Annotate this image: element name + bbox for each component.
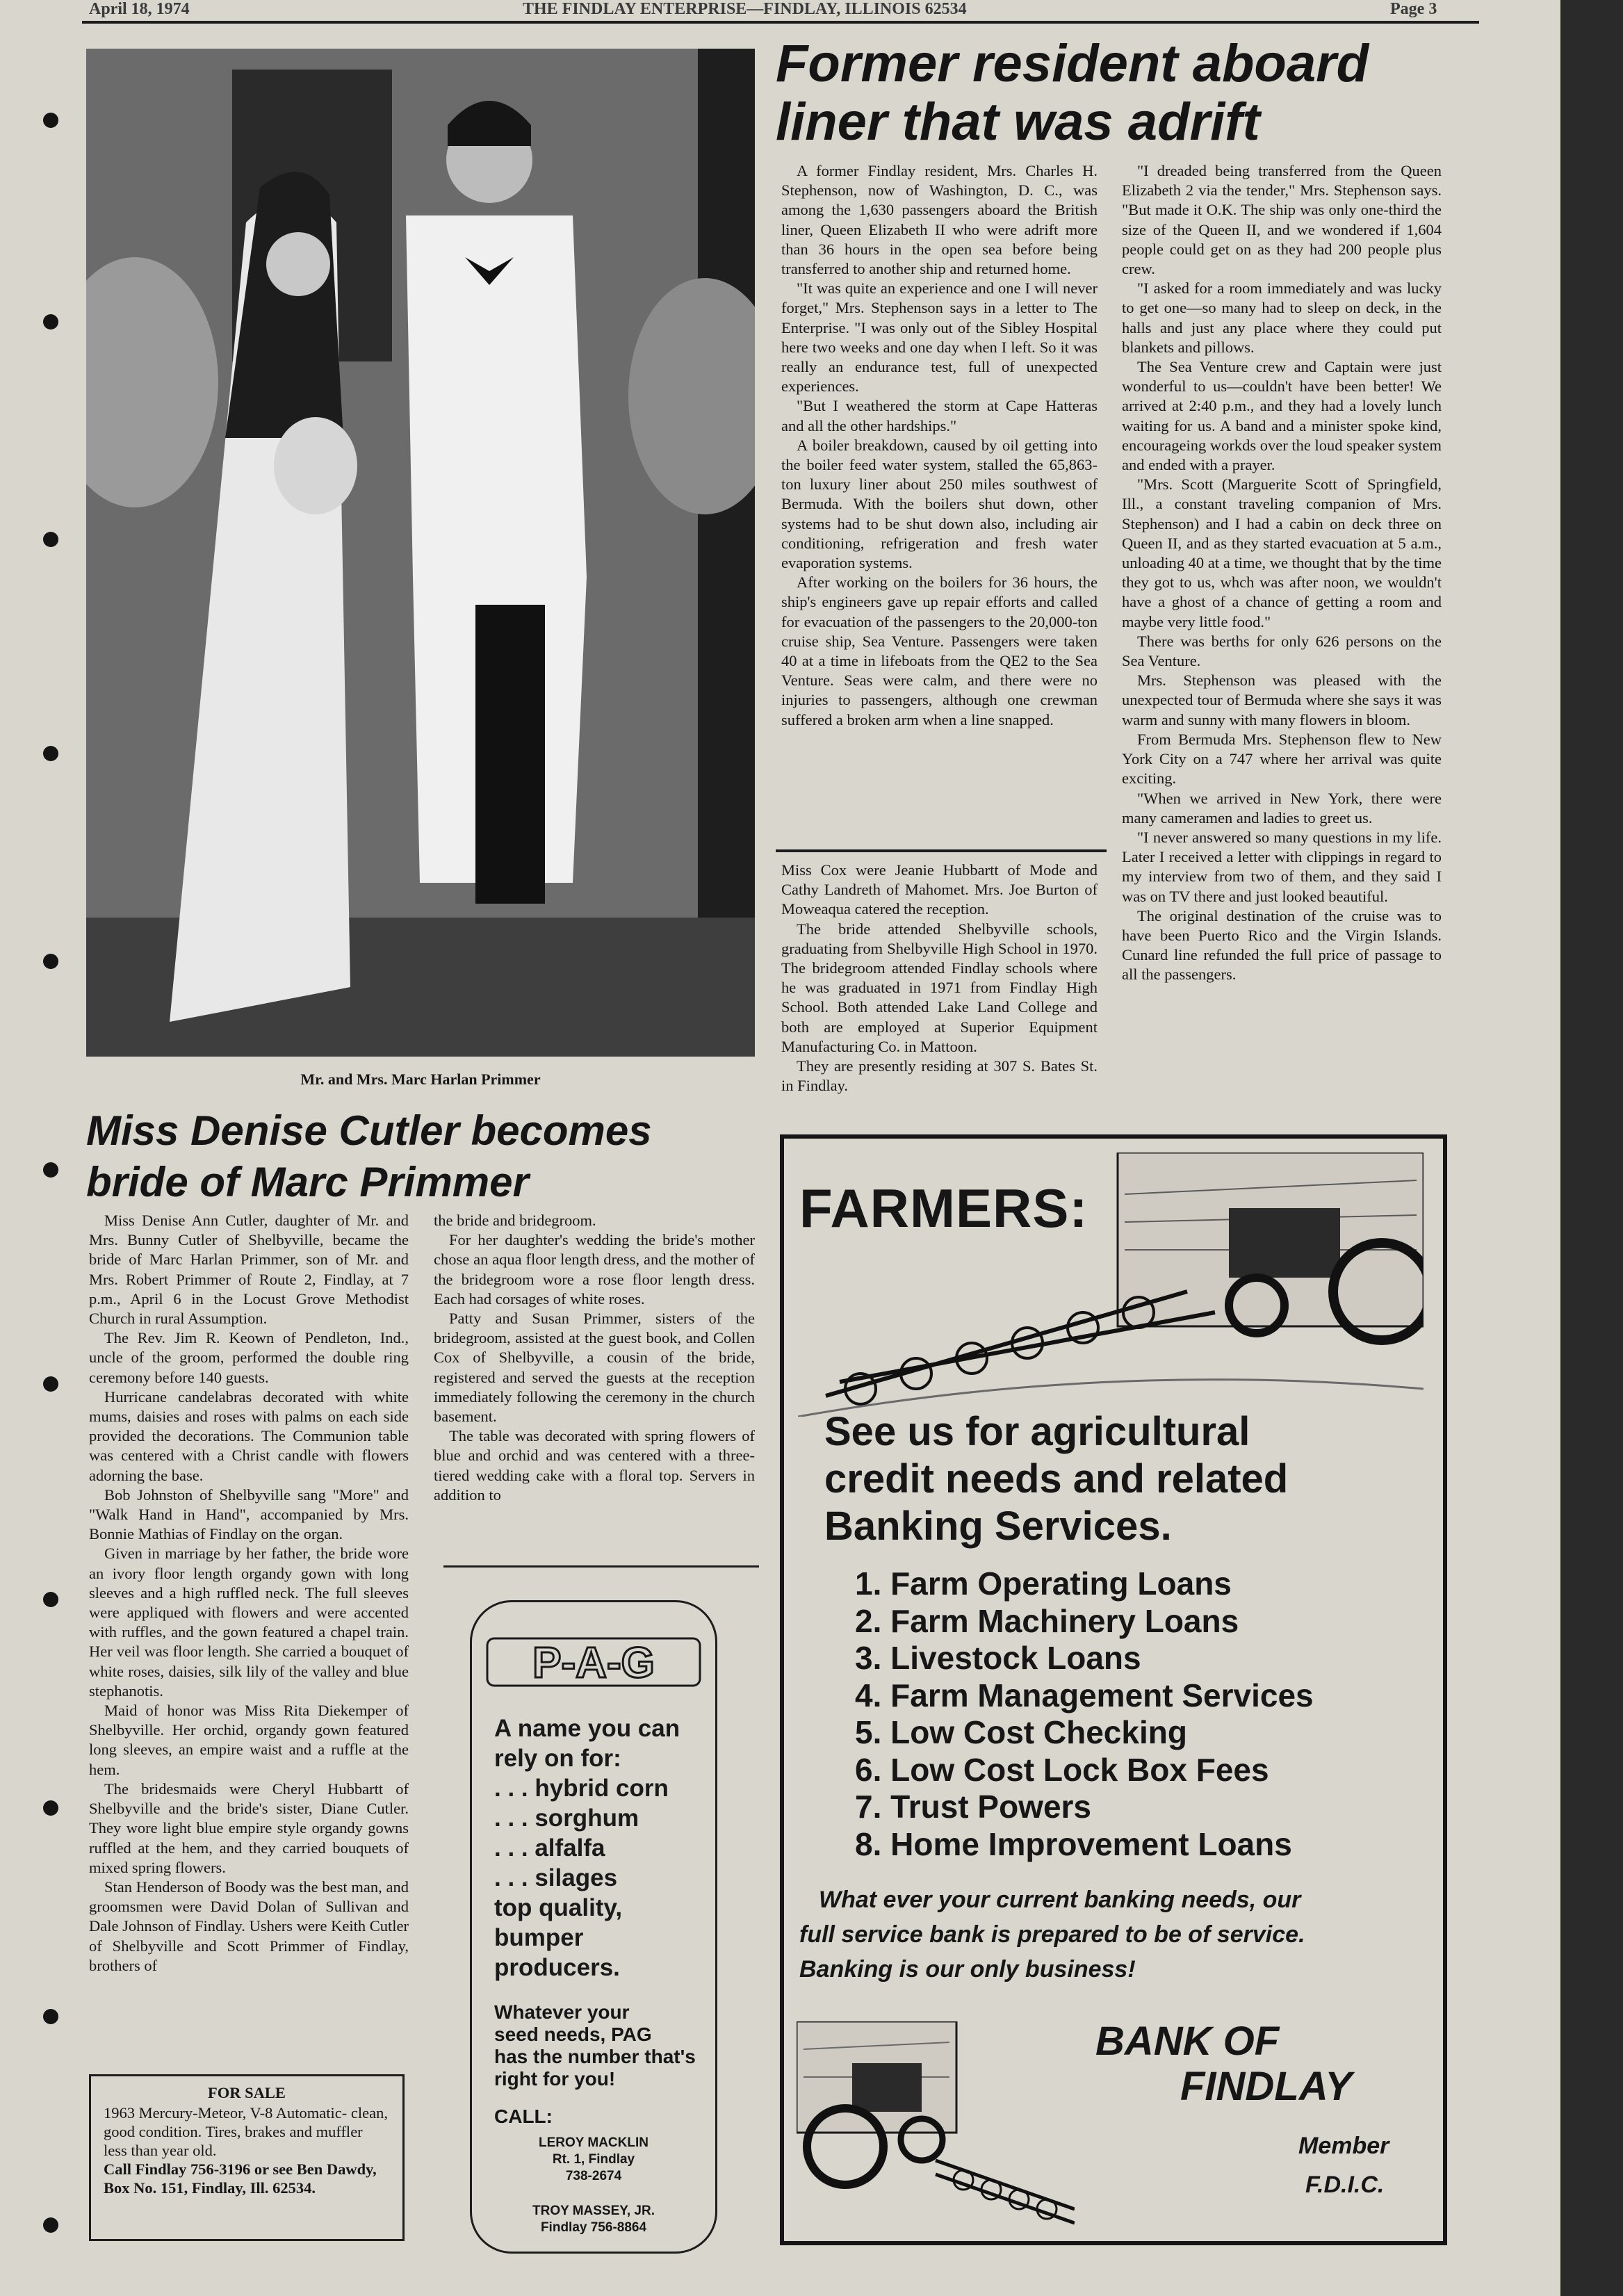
- binder-hole: [43, 954, 58, 969]
- bank-intro-line: See us for agricultural: [824, 1409, 1250, 1454]
- article-paragraph: Miss Denise Ann Cutler, daughter of Mr. and Mrs. Bunny Cutler of Shelbyville, became the bride of Marc Harlan Primmer, son of Mr. and Mrs. Robert Primmer of Route 2, Findlay, at 7 p.m., April 6 in the Locust Grove Methodist Church in rural Assumption.: [89, 1212, 409, 1328]
- article-paragraph: The bridesmaids were Cheryl Hubbartt of Shelbyville and the bride's sister, Diane Cutler. They wore light blue empire style organdy gowns ruffled at the hem, and they carried bouquets of mixed spring flowers.: [89, 1780, 409, 1876]
- masthead-rule: [82, 21, 1479, 24]
- article-paragraph: The Sea Venture crew and Captain were just wonderful to us—couldn't have been better! We arrived at 2:40 p.m., and they had a lovely lunch waiting for us. A band and a minister spoke kind, encourageing workds over the loud speaker system and ended with a prayer.: [1122, 358, 1442, 474]
- farmers-heading: FARMERS:: [799, 1178, 1088, 1239]
- pag-tagline-line: producers.: [494, 1954, 620, 1981]
- article-paragraph: Hurricane candelabras decorated with white mums, daisies and roses with palms on each side provided the decorations. The Communion table was centered with a Christ candle with flowers adorning the base.: [89, 1387, 409, 1484]
- article-paragraph: Patty and Susan Primmer, sisters of the bridegroom, assisted at the guest book, and Collen Cox of Shelbyville, a cousin of the bride, registered and served the guests at the reception immediately following the ceremony in the church basement.: [434, 1310, 755, 1426]
- bank-intro-line: credit needs and related: [824, 1456, 1289, 1501]
- wedding-article-col2: [434, 1211, 755, 1505]
- article-paragraph: From Bermuda Mrs. Stephenson flew to New York City on a 747 where her arrival was quite exciting.: [1122, 730, 1442, 788]
- pag-seed-ad: [470, 1600, 717, 2254]
- bank-intro-line: Banking Services.: [824, 1504, 1172, 1549]
- article-paragraph: For her daughter's wedding the bride's mother chose an aqua floor length dress, and the mother of the bridegroom wore a rose floor length dress. Each had corsages of white roses.: [434, 1231, 755, 1308]
- pag-tagline: [494, 1713, 703, 1982]
- article-paragraph: Bob Johnston of Shelbyville sang "More" and "Walk Hand in Hand", accompanied by Mrs. Bonnie Mathias of Findlay on the organ.: [89, 1485, 409, 1543]
- for-sale-classified: [89, 2074, 405, 2241]
- former-article-col1: [781, 161, 1098, 730]
- binder-hole: [43, 532, 58, 547]
- pag-contact-address: Rt. 1, Findlay: [552, 2152, 635, 2167]
- wedding-headline-line2: bride of Marc Primmer: [86, 1159, 529, 1205]
- article-paragraph: Mrs. Stephenson was pleased with the unexpected tour of Bermuda where she says it was warm and sunny with many flowers in bloom.: [1122, 671, 1442, 728]
- pag-tagline-line: top quality,: [494, 1894, 623, 1921]
- pag-tagline-line: A name you can: [494, 1715, 680, 1742]
- article-paragraph: "It was quite an experience and one I will never forget," Mrs. Stephenson says in a letter to The Enterprise. "I was only out of the Sibley Hospital here two weeks and one day when I left. So it was really an endurance test, full of unexpected experiences.: [781, 279, 1098, 396]
- masthead-date: April 18, 1974: [89, 0, 190, 18]
- bank-closing-line: What ever your current banking needs, our: [819, 1887, 1301, 1913]
- pag-contact-name: TROY MASSEY, JR.: [532, 2204, 655, 2218]
- article-paragraph: Stan Henderson of Boody was the best man, and groomsmen were David Dolan of Sullivan and Dale Johnson of Findlay. Ushers were Keith Cutler of Shelbyville and Scott Primmer of Findlay, brothers of: [89, 1878, 409, 1974]
- binder-hole: [43, 1800, 58, 1816]
- binder-hole: [43, 314, 58, 329]
- wedding-headline: [86, 1105, 767, 1208]
- former-headline-line1: Former resident aboard: [776, 34, 1369, 93]
- wedding-photo-art: [86, 49, 755, 1057]
- article-paragraph: "But I weathered the storm at Cape Hatteras and all the other hardships.": [781, 397, 1098, 434]
- pag-contact-phone: 738-2674: [565, 2169, 622, 2183]
- pag-tagline-line: rely on for:: [494, 1745, 621, 1772]
- former-article-col2: [1122, 161, 1442, 985]
- loan-service-item: 6. Low Cost Lock Box Fees: [855, 1751, 1269, 1788]
- pag-contact-2: [472, 2203, 715, 2236]
- pag-tagline-line: . . . sorghum: [494, 1805, 639, 1832]
- photo-caption: Mr. and Mrs. Marc Harlan Primmer: [300, 1070, 541, 1088]
- masthead-page: Page 3: [1390, 0, 1437, 18]
- article-paragraph: They are presently residing at 307 S. Bates St. in Findlay.: [781, 1057, 1098, 1095]
- pag-logo-text: P-A-G: [532, 1639, 655, 1687]
- former-resident-headline: [776, 35, 1471, 152]
- page-binding-edge: [1560, 0, 1623, 2296]
- loan-service-item: 4. Farm Management Services: [855, 1677, 1314, 1713]
- loan-service-item: 2. Farm Machinery Loans: [855, 1602, 1239, 1639]
- loan-service-item: 8. Home Improvement Loans: [855, 1825, 1292, 1862]
- binder-hole: [43, 2217, 58, 2233]
- bank-intro: [824, 1408, 1429, 1550]
- pag-subtext-line: has the number that's: [494, 2046, 696, 2067]
- loan-services-list: [855, 1565, 1314, 1863]
- article-paragraph: Given in marriage by her father, the bride wore an ivory floor length organdy gown with long sleeves and a high ruffled neck. The full sleeves were appliqued with flowers and were accented with ruffles, and the gown featured a chapel train. Her veil was floor length. She carried a bouquet of white roses, daisies, silk lily of the valley and blue stephanotis.: [89, 1545, 409, 1700]
- pag-tagline-line: . . . hybrid corn: [494, 1775, 669, 1802]
- article-paragraph: "I never answered so many questions in my life. Later I received a letter with clippings in regard to my interview from two of them, and they said I was on TV there and just looked beautiful.: [1122, 828, 1442, 905]
- article-paragraph: The original destination of the cruise was to have been Puerto Rico and the Virgin Islands. Cunard line refunded the full price of passage to all the passengers.: [1122, 906, 1442, 984]
- article-paragraph: After working on the boilers for 36 hours, the ship's engineers gave up repair efforts and called for evacuation of the passengers to the 20,000-ton cruise ship, Sea Venture. Passengers were taken 40 at a time in lifeboats from the QE2 to the Sea Venture. Seas were calm, and there were no injuries to passengers, although one crewman suffered a broken arm when a line snapped.: [781, 573, 1098, 728]
- pag-subtext-line: seed needs, PAG: [494, 2024, 652, 2045]
- loan-service-item: 1. Farm Operating Loans: [855, 1565, 1232, 1602]
- article-paragraph: "I dreaded being transferred from the Queen Elizabeth 2 via the tender," Mrs. Stephenson says. "But made it O.K. The ship was only one-third the size of the Queen II, and we wondered if 1,604 people could get on as they had 200 people plus crew.: [1122, 162, 1442, 278]
- article-paragraph: The Rev. Jim R. Keown of Pendleton, Ind., uncle of the groom, performed the double ring ceremony before 140 guests.: [89, 1329, 409, 1386]
- for-sale-title: FOR SALE: [208, 2084, 286, 2101]
- article-paragraph: the bride and bridegroom.: [434, 1212, 596, 1229]
- article-paragraph: Maid of honor was Miss Rita Diekemper of Shelbyville. Her orchid, organdy gown featured long sleeves, an empire waist and a ruffle at the hem.: [89, 1702, 409, 1778]
- wedding-headline-line1: Miss Denise Cutler becomes: [86, 1107, 652, 1154]
- bank-closing-line: Banking is our only business!: [799, 1956, 1136, 1982]
- masthead: [83, 0, 1474, 21]
- pag-logo-art: [484, 1634, 703, 1690]
- bank-name-line1: BANK OF: [1095, 2019, 1280, 2064]
- article-paragraph: "I asked for a room immediately and was lucky to get one—so many had to sleep on deck, in the halls and just any place where they could put blankets and pillows.: [1122, 279, 1442, 356]
- wedding-article-col1: [89, 1211, 409, 1976]
- bank-of-findlay-ad: [780, 1134, 1447, 2245]
- article-paragraph: "When we arrived in New York, there were many cameramen and ladies to greet us.: [1122, 789, 1442, 827]
- binder-hole: [43, 1592, 58, 1607]
- tractor-disc-illustration: [797, 2021, 1075, 2230]
- bank-closing-line: full service bank is prepared to be of service.: [799, 1921, 1305, 1948]
- loan-service-item: 3. Livestock Loans: [855, 1640, 1141, 1676]
- pag-tagline-line: bumper: [494, 1924, 584, 1951]
- loan-service-item: 7. Trust Powers: [855, 1789, 1092, 1825]
- for-sale-body: 1963 Mercury-Meteor, V-8 Automatic- clean, good condition. Tires, brakes and muffler less than year old.: [104, 2104, 388, 2159]
- article-paragraph: The table was decorated with spring flowers of blue and orchid and was centered with a three-tiered wedding cake with a floral top. Servers in addition to: [434, 1427, 755, 1504]
- column-divider-rule: [443, 1565, 759, 1568]
- for-sale-contact: Call Findlay 756-3196 or see Ben Dawdy, Box No. 151, Findlay, Ill. 62534.: [104, 2160, 377, 2197]
- article-paragraph: The bride attended Shelbyville schools, graduating from Shelbyville High School in 1970. The bridegroom attended Findlay schools where he was graduated in 1971 from Findlay High School. Both attended Lake Land College and both are employed at Superior Equipment Manufacturing Co. in Mattoon.: [781, 920, 1098, 1055]
- bank-fdic-label: F.D.I.C.: [1305, 2172, 1385, 2198]
- binder-hole: [43, 1162, 58, 1178]
- wedding-photo: [86, 49, 755, 1057]
- pag-subtext-line: right for you!: [494, 2068, 616, 2090]
- bank-name-line2: FINDLAY: [1180, 2064, 1353, 2109]
- article-paragraph: A former Findlay resident, Mrs. Charles H. Stephenson, now of Washington, D. C., was among the 1,630 passengers aboard the British liner, Queen Elizabeth II who were adrift more than 36 hours in the open sea before being transferred to another ship and returned home.: [781, 162, 1098, 278]
- bank-member-label: Member: [1298, 2133, 1389, 2159]
- article-paragraph: There was berths for only 626 persons on the Sea Venture.: [1122, 632, 1442, 670]
- binder-hole: [43, 746, 58, 761]
- former-headline-line2: liner that was adrift: [776, 92, 1260, 152]
- pag-contact-name: LEROY MACKLIN: [539, 2135, 649, 2150]
- binder-hole: [43, 113, 58, 128]
- article-paragraph: A boiler breakdown, caused by oil getting into the boiler feed water system, stalled the 65,863-ton luxury liner about 250 miles southwest of Bermuda. With the boilers shut down, other systems had to be shut down also, including air conditioning, refrigeration and fresh water evaporation systems.: [781, 436, 1098, 572]
- article-paragraph: Miss Cox were Jeanie Hubbartt of Mode and Cathy Landreth of Mahomet. Mrs. Joe Burton of Moweaqua catered the reception.: [781, 861, 1098, 918]
- pag-contact-phone: Findlay 756-8864: [540, 2220, 647, 2235]
- binder-hole: [43, 1376, 58, 1392]
- pag-subtext-line: Whatever your: [494, 2001, 630, 2023]
- pag-subtext: [494, 2001, 703, 2090]
- wedding-continued-col: [781, 861, 1098, 1096]
- binder-hole: [43, 2009, 58, 2024]
- pag-contact-1: [472, 2135, 715, 2185]
- masthead-paper: THE FINDLAY ENTERPRISE—FINDLAY, ILLINOIS 62534: [523, 0, 967, 18]
- pag-tagline-line: . . . silages: [494, 1864, 618, 1891]
- pag-tagline-line: . . . alfalfa: [494, 1834, 605, 1862]
- article-paragraph: "Mrs. Scott (Marguerite Scott of Springfield, Ill., a constant traveling companion of Mrs. Stephenson) and I had a cabin on deck three on Queen II, and as they started evacuation at 5 a.m., unloading 40 at a time, we thought that by the time they got to us, whch was after noon, we wouldn't have a ghost of a chance of getting a room and maybe very little food.": [1122, 475, 1442, 630]
- loan-service-item: 5. Low Cost Checking: [855, 1714, 1187, 1750]
- bank-closing: [799, 1882, 1425, 1987]
- pag-call-label: CALL:: [494, 2106, 553, 2127]
- column-divider-rule: [776, 849, 1107, 852]
